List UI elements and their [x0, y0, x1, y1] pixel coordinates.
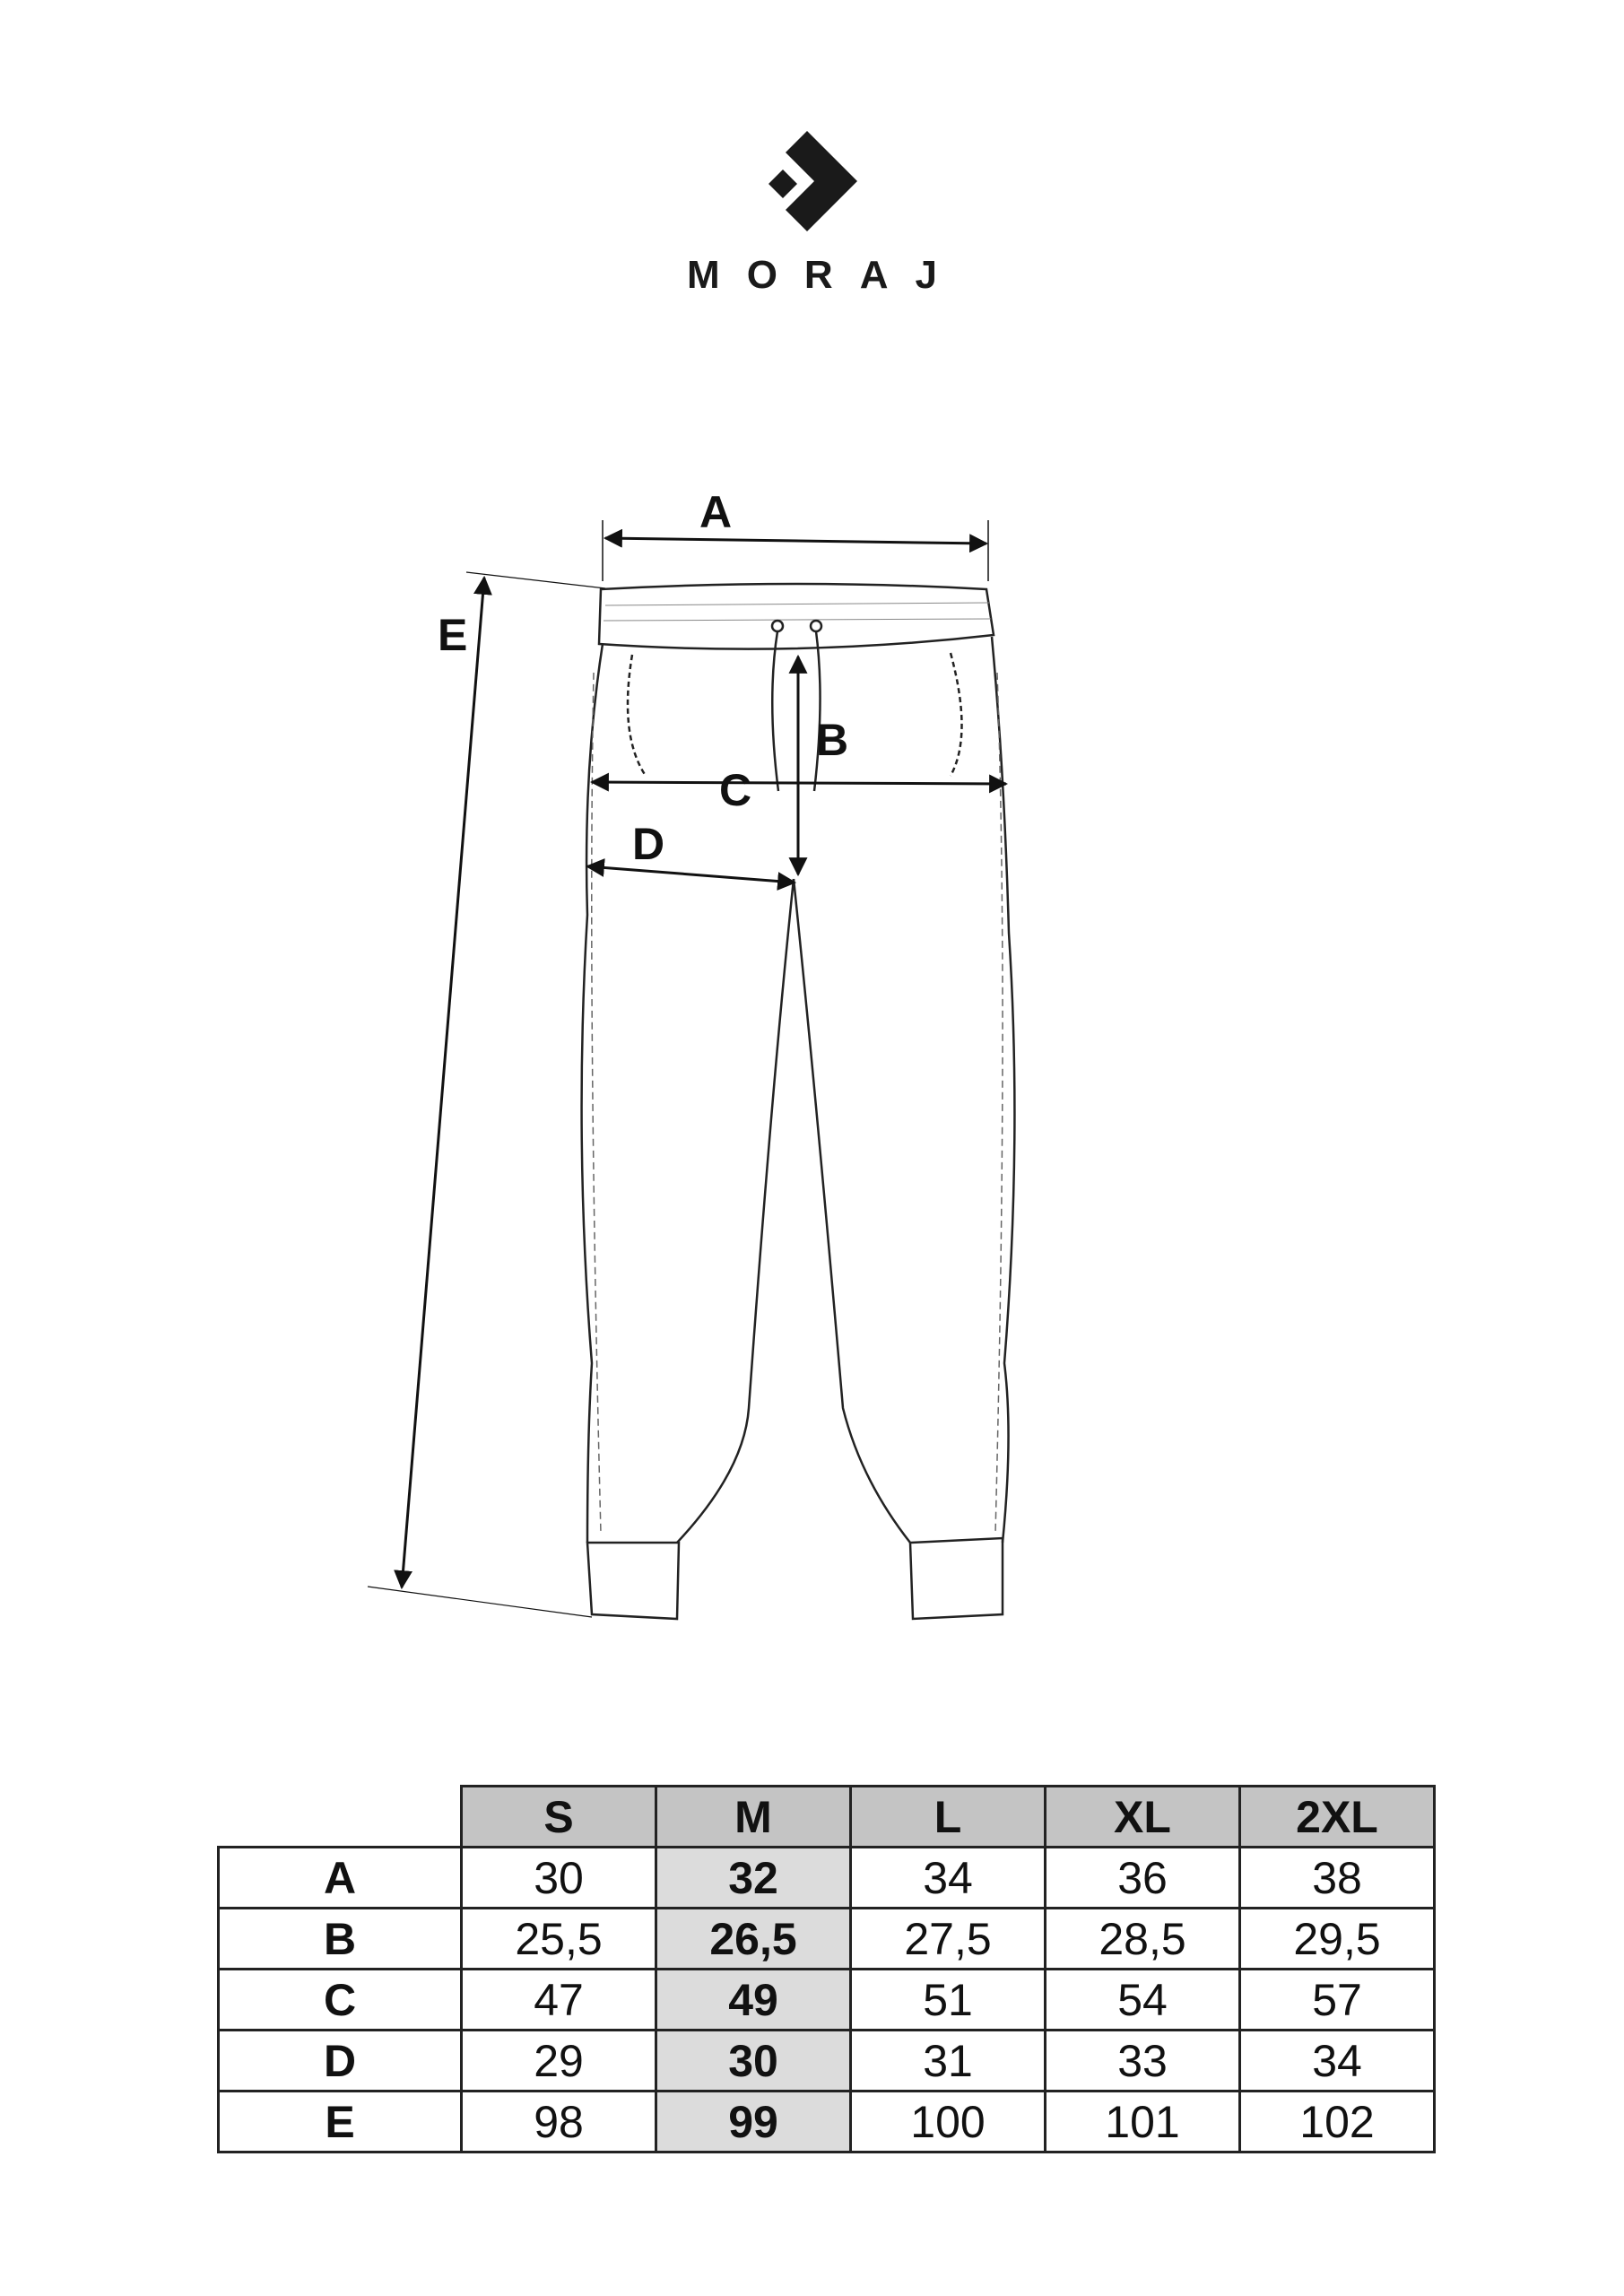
table-cell: 57: [1240, 1970, 1435, 2031]
row-label: D: [219, 2031, 462, 2092]
table-cell: 34: [1240, 2031, 1435, 2092]
table-cell: 29,5: [1240, 1909, 1435, 1970]
table-row: [219, 1909, 1435, 1970]
table-cell: 101: [1046, 2092, 1240, 2152]
table-cell: 38: [1240, 1848, 1435, 1909]
table-cell: 102: [1240, 2092, 1435, 2152]
label-c: C: [719, 765, 752, 815]
chevron-right-diamond-icon: [769, 131, 857, 231]
table-corner: [219, 1787, 462, 1848]
table-row: [219, 2092, 1435, 2152]
size-header-l: L: [851, 1787, 1046, 1848]
label-d: D: [632, 819, 665, 869]
pants-measurement-diagram: [0, 466, 1624, 1650]
row-label: C: [219, 1970, 462, 2031]
table-cell: 28,5: [1046, 1909, 1240, 1970]
table-cell: 31: [851, 2031, 1046, 2092]
label-a: A: [699, 487, 733, 537]
table-row: [219, 1848, 1435, 1909]
table-cell: 98: [462, 2092, 656, 2152]
table-cell: 30: [462, 1848, 656, 1909]
row-label: A: [219, 1848, 462, 1909]
table-cell: 26,5: [656, 1909, 851, 1970]
table-cell: 47: [462, 1970, 656, 2031]
table-cell: 25,5: [462, 1909, 656, 1970]
label-e: E: [438, 610, 468, 660]
table-cell: 99: [656, 2092, 851, 2152]
size-header-xl: XL: [1046, 1787, 1240, 1848]
size-header-row: [219, 1787, 1435, 1848]
size-header-m: M: [656, 1787, 851, 1848]
brand-name: MORAJ: [687, 253, 964, 297]
dimension-lines: [368, 520, 1006, 1617]
row-label: B: [219, 1909, 462, 1970]
table-cell: 54: [1046, 1970, 1240, 2031]
table-cell: 29: [462, 2031, 656, 2092]
table-row: [219, 2031, 1435, 2092]
table-cell: 34: [851, 1848, 1046, 1909]
table-cell: 36: [1046, 1848, 1240, 1909]
label-b: B: [816, 715, 849, 765]
size-header-s: S: [462, 1787, 656, 1848]
table-row: [219, 1970, 1435, 2031]
table-cell: 51: [851, 1970, 1046, 2031]
table-cell: 27,5: [851, 1909, 1046, 1970]
size-header-2xl: 2XL: [1240, 1787, 1435, 1848]
table-cell: 100: [851, 2092, 1046, 2152]
table-cell: 49: [656, 1970, 851, 2031]
row-label: E: [219, 2092, 462, 2152]
table-cell: 32: [656, 1848, 851, 1909]
size-chart-table: [217, 1785, 1436, 2153]
table-cell: 30: [656, 2031, 851, 2092]
table-cell: 33: [1046, 2031, 1240, 2092]
